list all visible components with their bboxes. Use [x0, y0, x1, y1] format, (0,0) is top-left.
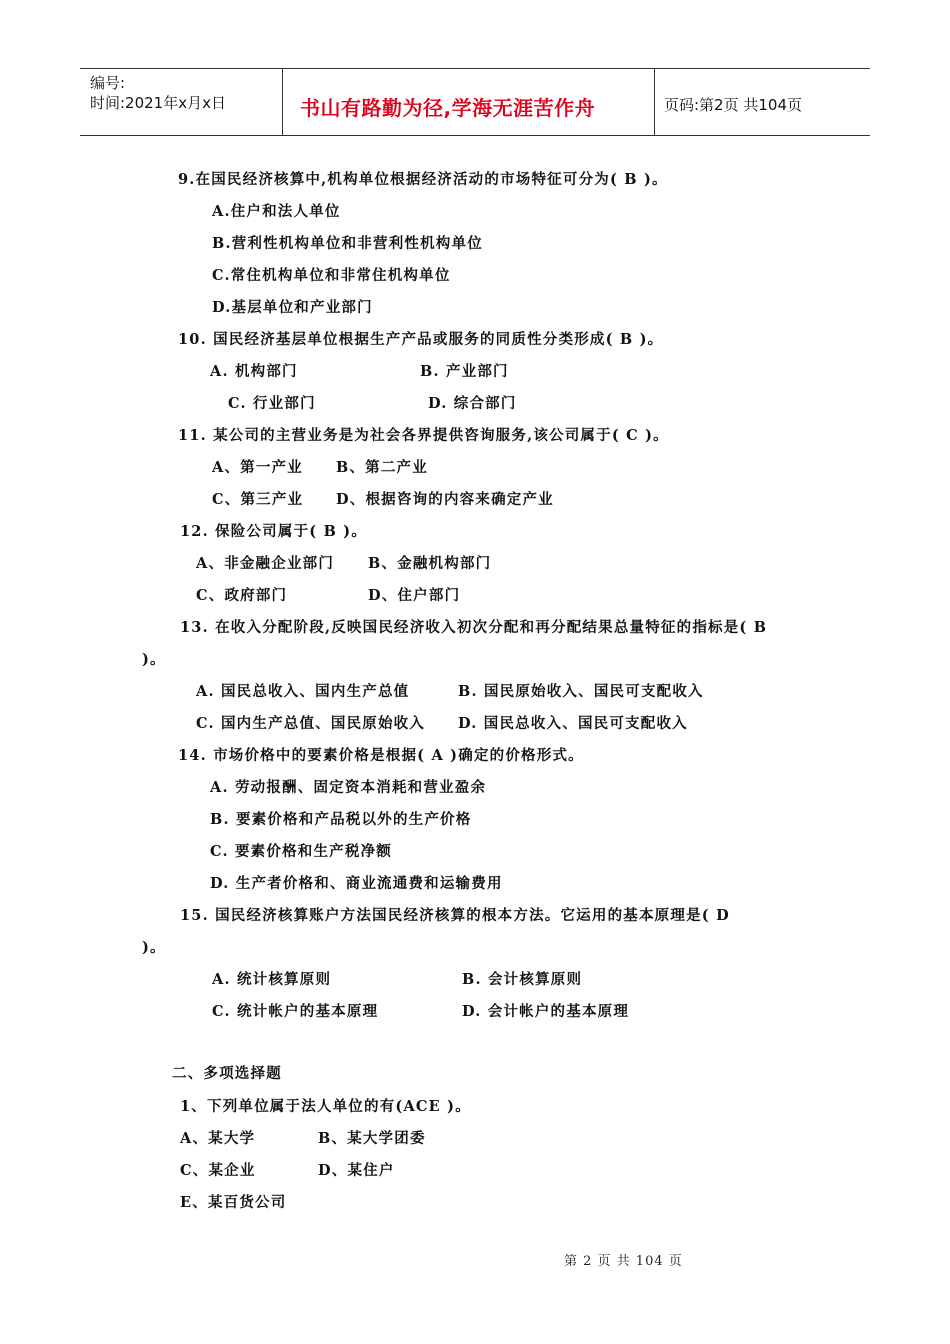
- question-11: 11. 某公司的主营业务是为社会各界提供咨询服务,该公司属于( C )。: [178, 427, 669, 444]
- q9-option-a: A.住户和法人单位: [212, 203, 341, 220]
- q12-option-c: C、政府部门: [196, 587, 288, 604]
- q11-option-a: A、第一产业: [212, 459, 303, 476]
- q13-option-d: D. 国民总收入、国民可支配收入: [458, 715, 688, 732]
- s2-q1-option-a: A、某大学: [180, 1130, 256, 1147]
- header-divider-left: [282, 68, 283, 135]
- question-13-line1: 13. 在收入分配阶段,反映国民经济收入初次分配和再分配结果总量特征的指标是( B: [180, 619, 768, 636]
- header-bottom-rule: [80, 135, 870, 136]
- question-15-line2: )。: [142, 939, 166, 956]
- question-10: 10. 国民经济基层单位根据生产产品或服务的同质性分类形成( B )。: [178, 331, 664, 348]
- q10-option-c: C. 行业部门: [228, 395, 316, 412]
- q10-option-a: A. 机构部门: [210, 363, 298, 380]
- q11-option-d: D、根据咨询的内容来确定产业: [336, 491, 554, 508]
- q11-option-b: B、第二产业: [336, 459, 428, 476]
- q12-option-a: A、非金融企业部门: [196, 555, 335, 572]
- s2-q1-option-b: B、某大学团委: [318, 1130, 426, 1147]
- q15-option-d: D. 会计帐户的基本原理: [462, 1003, 630, 1020]
- q14-option-c: C. 要素价格和生产税净额: [210, 843, 392, 860]
- page-info: 页码:第2页 共104页: [664, 96, 802, 114]
- q9-option-c: C.常住机构单位和非常住机构单位: [212, 267, 451, 284]
- question-14: 14. 市场价格中的要素价格是根据( A )确定的价格形式。: [178, 747, 584, 764]
- serial-label: 编号:: [90, 74, 126, 92]
- q13-option-b: B. 国民原始收入、国民可支配收入: [458, 683, 704, 700]
- q9-option-d: D.基层单位和产业部门: [212, 299, 373, 316]
- s2-q1-option-e: E、某百货公司: [180, 1194, 287, 1211]
- motto: 书山有路勤为径,学海无涯苦作舟: [300, 96, 596, 120]
- q12-option-b: B、金融机构部门: [368, 555, 492, 572]
- header-top-rule: [80, 68, 870, 69]
- q14-option-a: A. 劳动报酬、固定资本消耗和营业盈余: [210, 779, 487, 796]
- q10-option-b: B. 产业部门: [420, 363, 509, 380]
- s2-q1-option-d: D、某住户: [318, 1162, 395, 1179]
- q13-option-c: C. 国内生产总值、国民原始收入: [196, 715, 426, 732]
- q13-option-a: A. 国民总收入、国内生产总值: [196, 683, 410, 700]
- q15-option-c: C. 统计帐户的基本原理: [212, 1003, 379, 1020]
- header-divider-right: [654, 68, 655, 135]
- section-2-title: 二、多项选择题: [172, 1065, 282, 1082]
- question-15-line1: 15. 国民经济核算账户方法国民经济核算的根本方法。它运用的基本原理是( D: [180, 907, 730, 924]
- q10-option-d: D. 综合部门: [428, 395, 517, 412]
- q14-option-b: B. 要素价格和产品税以外的生产价格: [210, 811, 472, 828]
- s2-question-1: 1、下列单位属于法人单位的有(ACE )。: [180, 1098, 471, 1115]
- page-footer: 第 2 页 共 104 页: [564, 1254, 683, 1269]
- s2-q1-option-c: C、某企业: [180, 1162, 256, 1179]
- q11-option-c: C、第三产业: [212, 491, 304, 508]
- q14-option-d: D. 生产者价格和、商业流通费和运输费用: [210, 875, 503, 892]
- question-12: 12. 保险公司属于( B )。: [180, 523, 368, 540]
- question-13-line2: )。: [142, 651, 166, 668]
- q15-option-a: A. 统计核算原则: [212, 971, 332, 988]
- q15-option-b: B. 会计核算原则: [462, 971, 583, 988]
- q9-option-b: B.营利性机构单位和非营利性机构单位: [212, 235, 483, 252]
- date-label: 时间:2021年x月x日: [90, 94, 226, 112]
- q12-option-d: D、住户部门: [368, 587, 461, 604]
- question-9: 9.在国民经济核算中,机构单位根据经济活动的市场特征可分为( B )。: [178, 171, 668, 188]
